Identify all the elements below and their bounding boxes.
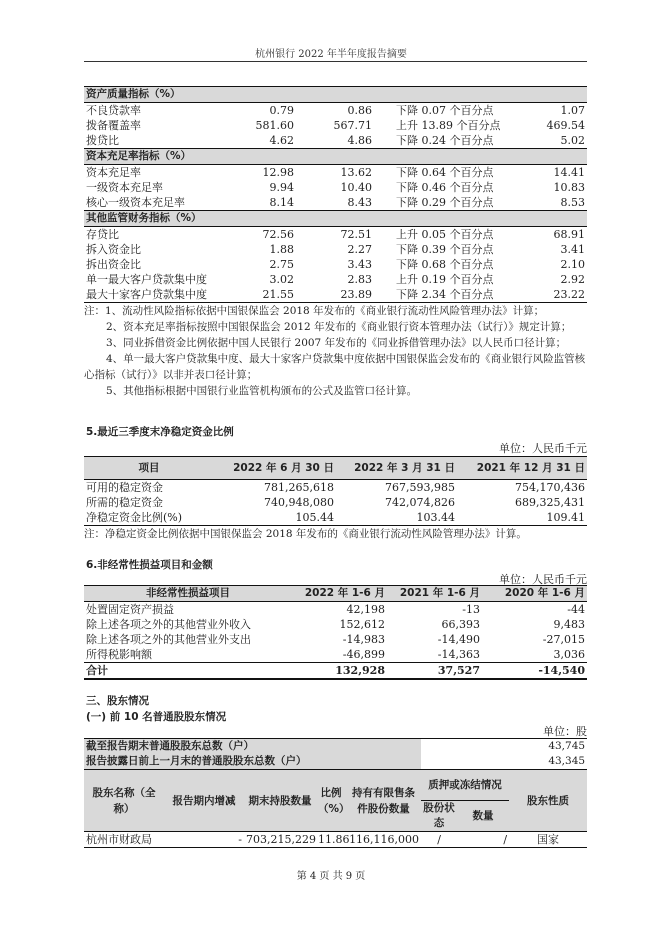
total-row bbox=[84, 663, 587, 680]
nsfr-title: 5.最近三季度末净稳定资金比例 bbox=[86, 426, 234, 438]
table-row bbox=[84, 832, 587, 848]
table-row bbox=[84, 617, 587, 632]
cell: 下降 0.29 个百分点 bbox=[396, 196, 494, 209]
cell: 2.92 bbox=[560, 273, 586, 286]
col-header: 2021 年 12 月 31 日 bbox=[457, 457, 587, 480]
table-row bbox=[84, 602, 587, 618]
nonrecurring-title: 6.非经常性损益项目和金额 bbox=[86, 559, 213, 571]
cell: 2.75 bbox=[269, 258, 294, 271]
note: 2、资本充足率指标按照中国银保监会 2012 年发布的《商业银行资本管理办法（试行）》规定计算； bbox=[106, 321, 572, 333]
note: 5、其他指标根据中国银行业监管机构颁布的公式及监管口径计算。 bbox=[106, 385, 418, 397]
cell: -14,490 bbox=[437, 633, 480, 646]
cell: - bbox=[238, 833, 242, 846]
cell: 3,036 bbox=[553, 648, 585, 661]
nonrecurring-block bbox=[84, 585, 587, 680]
table-row bbox=[84, 118, 587, 133]
col-header: 持有有限售条件股份数量 bbox=[346, 770, 421, 832]
table-row bbox=[84, 195, 587, 211]
cell: / bbox=[503, 833, 508, 846]
cell: -14,363 bbox=[437, 648, 480, 661]
col-header: 报告期内增减 bbox=[164, 770, 244, 832]
cell: 14.41 bbox=[553, 166, 586, 179]
cell: / bbox=[437, 833, 441, 846]
cell: 国家 bbox=[537, 833, 560, 846]
cell: 105.44 bbox=[295, 511, 334, 524]
note: 3、同业拆借资金比例依据中国人民银行 2007 年发布的《同业拆借管理办法》以人民币口径计算； bbox=[106, 337, 567, 349]
cell: 754,170,436 bbox=[515, 481, 585, 494]
cell: 单一最大客户贷款集中度 bbox=[86, 273, 207, 286]
cell: -46,899 bbox=[342, 648, 385, 661]
summary-label: 报告披露日前上一月末的普通股股东总数（户） bbox=[84, 754, 421, 770]
cell: 上升 13.89 个百分点 bbox=[396, 119, 501, 132]
cell: 23.22 bbox=[553, 288, 586, 301]
cell: 5.02 bbox=[560, 134, 586, 147]
cell: 3.41 bbox=[560, 243, 586, 256]
shareholders-table bbox=[84, 738, 587, 848]
col-header: 质押或冻结情况 bbox=[421, 770, 509, 801]
cell: 下降 0.24 个百分点 bbox=[396, 134, 494, 147]
cell: 3.02 bbox=[269, 273, 294, 286]
nsfr-note: 注：净稳定资金比例依据中国银保监会 2018 年发布的《商业银行流动性风险管理办法》计算。 bbox=[84, 528, 527, 540]
table-row bbox=[84, 632, 587, 647]
section-heading: 三、股东情况 bbox=[86, 695, 149, 707]
cell: 除上述各项之外的其他营业外收入 bbox=[86, 618, 251, 631]
col-header: 股东性质 bbox=[509, 770, 587, 832]
col-header: 2022 年 1-6 月 bbox=[292, 586, 387, 602]
cell: 处置固定资产损益 bbox=[86, 603, 174, 616]
col-header: 2022 年 3 月 31 日 bbox=[336, 457, 457, 480]
cell: 21.55 bbox=[262, 288, 294, 301]
cell: 上升 0.19 个百分点 bbox=[396, 273, 494, 286]
cell: 资本充足率指标（%） bbox=[84, 149, 587, 165]
cell: 3.43 bbox=[347, 258, 372, 271]
col-header: 股份状态 bbox=[421, 801, 457, 832]
cell: 资产质量指标（%） bbox=[84, 87, 587, 103]
cell: 11.86 bbox=[318, 833, 350, 846]
col-header: 2022 年 6 月 30 日 bbox=[214, 457, 336, 480]
cell: 拆出资金比 bbox=[86, 258, 141, 271]
cell: 581.60 bbox=[255, 119, 294, 132]
nsfr-table bbox=[84, 456, 587, 526]
table-row bbox=[84, 242, 587, 257]
table-row bbox=[84, 257, 587, 272]
indicators-table-block bbox=[84, 86, 587, 399]
cell: 一级资本充足率 bbox=[86, 181, 163, 194]
indicators-notes bbox=[84, 303, 587, 399]
cell: 12.98 bbox=[262, 166, 294, 179]
cell: 核心一级资本充足率 bbox=[86, 196, 185, 209]
cell: 8.53 bbox=[560, 196, 586, 209]
page-footer: 第 4 页 共 9 页 bbox=[296, 871, 366, 882]
table-row bbox=[84, 495, 587, 510]
cell: 781,265,618 bbox=[264, 481, 334, 494]
cell: 703,215,229 bbox=[246, 833, 316, 846]
indicators-table bbox=[84, 86, 587, 303]
subsection-heading: (一) 前 10 名普通股股东情况 bbox=[86, 711, 227, 723]
col-header: 非经常性损益项目 bbox=[84, 586, 292, 602]
cell: 469.54 bbox=[546, 119, 586, 132]
cell: 740,948,080 bbox=[264, 496, 334, 509]
cell: 116,116,000 bbox=[349, 833, 420, 846]
cell: 下降 0.64 个百分点 bbox=[396, 166, 494, 179]
cell: 9,483 bbox=[553, 618, 585, 631]
table-row bbox=[84, 510, 587, 526]
col-header: 股东名称（全称） bbox=[84, 770, 164, 832]
cell: 存贷比 bbox=[86, 228, 119, 241]
table-row bbox=[84, 480, 587, 496]
shareholders-unit: 单位：股 bbox=[543, 725, 587, 738]
table-row bbox=[84, 647, 587, 663]
table-row bbox=[84, 227, 587, 243]
cell: -14,540 bbox=[538, 664, 585, 677]
cell: -13 bbox=[462, 603, 480, 616]
table-row bbox=[84, 103, 587, 119]
cell: 72.56 bbox=[262, 228, 294, 241]
col-header: 比例（%） bbox=[316, 770, 346, 832]
cell: 净稳定资金比例(%) bbox=[86, 511, 183, 524]
cell: 132,928 bbox=[335, 664, 385, 677]
cell: 689,325,431 bbox=[515, 496, 585, 509]
cell: 1.07 bbox=[560, 104, 586, 117]
header-rule bbox=[84, 61, 587, 62]
cell: -27,015 bbox=[542, 633, 585, 646]
cell: 37,527 bbox=[437, 664, 480, 677]
col-header: 项目 bbox=[84, 457, 214, 480]
cell: 拨备覆盖率 bbox=[86, 119, 141, 132]
nsfr-block bbox=[84, 456, 587, 542]
section-header-row bbox=[84, 149, 587, 165]
note: 注：1、流动性风险指标依据中国银保监会 2018 年发布的《商业银行流动性风险管理办法》计算； bbox=[84, 305, 545, 317]
cell: 66,393 bbox=[441, 618, 480, 631]
cell: 10.83 bbox=[553, 181, 586, 194]
cell: 下降 0.07 个百分点 bbox=[396, 104, 494, 117]
cell: 拨贷比 bbox=[86, 134, 119, 147]
cell: 合计 bbox=[86, 664, 108, 677]
cell: 所得税影响额 bbox=[86, 648, 152, 661]
cell: 23.89 bbox=[340, 288, 372, 301]
cell: 4.62 bbox=[269, 134, 294, 147]
cell: 13.62 bbox=[340, 166, 372, 179]
cell: 103.44 bbox=[416, 511, 455, 524]
shareholders-block bbox=[84, 738, 587, 848]
cell: 其他监管财务指标（%） bbox=[84, 211, 587, 227]
cell: 8.14 bbox=[269, 196, 294, 209]
cell: 2.83 bbox=[347, 273, 372, 286]
nsfr-unit: 单位：人民币千元 bbox=[499, 442, 587, 455]
col-header: 2020 年 1-6 月 bbox=[482, 586, 587, 602]
section-header-row bbox=[84, 211, 587, 227]
cell: 742,074,826 bbox=[385, 496, 455, 509]
cell: -44 bbox=[567, 603, 585, 616]
summary-label: 截至报告期末普通股股东总数（户） bbox=[84, 739, 421, 755]
cell: 152,612 bbox=[339, 618, 385, 631]
note: 4、单一最大客户贷款集中度、最大十家客户贷款集中度依据中国银保监会发布的《商业银行风险监管核心指标（试行）》以非并表口径计算； bbox=[84, 353, 586, 381]
cell: 最大十家客户贷款集中度 bbox=[86, 288, 207, 301]
summary-value: 43,345 bbox=[421, 754, 587, 770]
cell: 567.71 bbox=[333, 119, 372, 132]
cell: 767,593,985 bbox=[385, 481, 455, 494]
cell: 所需的稳定资金 bbox=[86, 496, 163, 509]
section-header-row bbox=[84, 87, 587, 103]
cell: -14,983 bbox=[342, 633, 385, 646]
cell: 4.86 bbox=[347, 134, 372, 147]
table-row bbox=[84, 287, 587, 303]
running-header: 杭州银行 2022 年半年度报告摘要 bbox=[255, 49, 407, 60]
cell: 72.51 bbox=[340, 228, 372, 241]
cell: 上升 0.05 个百分点 bbox=[396, 228, 494, 241]
cell: 拆入资金比 bbox=[86, 243, 141, 256]
cell: 0.86 bbox=[347, 104, 372, 117]
cell: 杭州市财政局 bbox=[86, 833, 152, 846]
table-row bbox=[84, 133, 587, 149]
cell: 68.91 bbox=[553, 228, 586, 241]
cell: 不良贷款率 bbox=[86, 104, 141, 117]
table-row bbox=[84, 180, 587, 195]
nonrecurring-table bbox=[84, 585, 587, 680]
col-header: 期末持股数量 bbox=[244, 770, 316, 832]
cell: 8.43 bbox=[347, 196, 372, 209]
cell: 10.40 bbox=[340, 181, 372, 194]
summary-value: 43,745 bbox=[421, 739, 587, 755]
nonrecurring-unit: 单位：人民币千元 bbox=[499, 573, 587, 586]
cell: 109.41 bbox=[546, 511, 585, 524]
cell: 资本充足率 bbox=[86, 166, 141, 179]
cell: 0.79 bbox=[269, 104, 294, 117]
col-header: 2021 年 1-6 月 bbox=[387, 586, 482, 602]
cell: 9.94 bbox=[269, 181, 294, 194]
cell: 下降 0.68 个百分点 bbox=[396, 258, 494, 271]
table-row bbox=[84, 272, 587, 287]
cell: 下降 0.39 个百分点 bbox=[396, 243, 494, 256]
cell: 42,198 bbox=[346, 603, 385, 616]
table-row bbox=[84, 165, 587, 181]
col-header: 数量 bbox=[457, 801, 509, 832]
cell: 除上述各项之外的其他营业外支出 bbox=[86, 633, 251, 646]
cell: 2.10 bbox=[560, 258, 586, 271]
cell: 1.88 bbox=[269, 243, 294, 256]
cell: 下降 2.34 个百分点 bbox=[396, 288, 494, 301]
cell: 2.27 bbox=[347, 243, 372, 256]
cell: 下降 0.46 个百分点 bbox=[396, 181, 494, 194]
cell: 可用的稳定资金 bbox=[86, 481, 163, 494]
